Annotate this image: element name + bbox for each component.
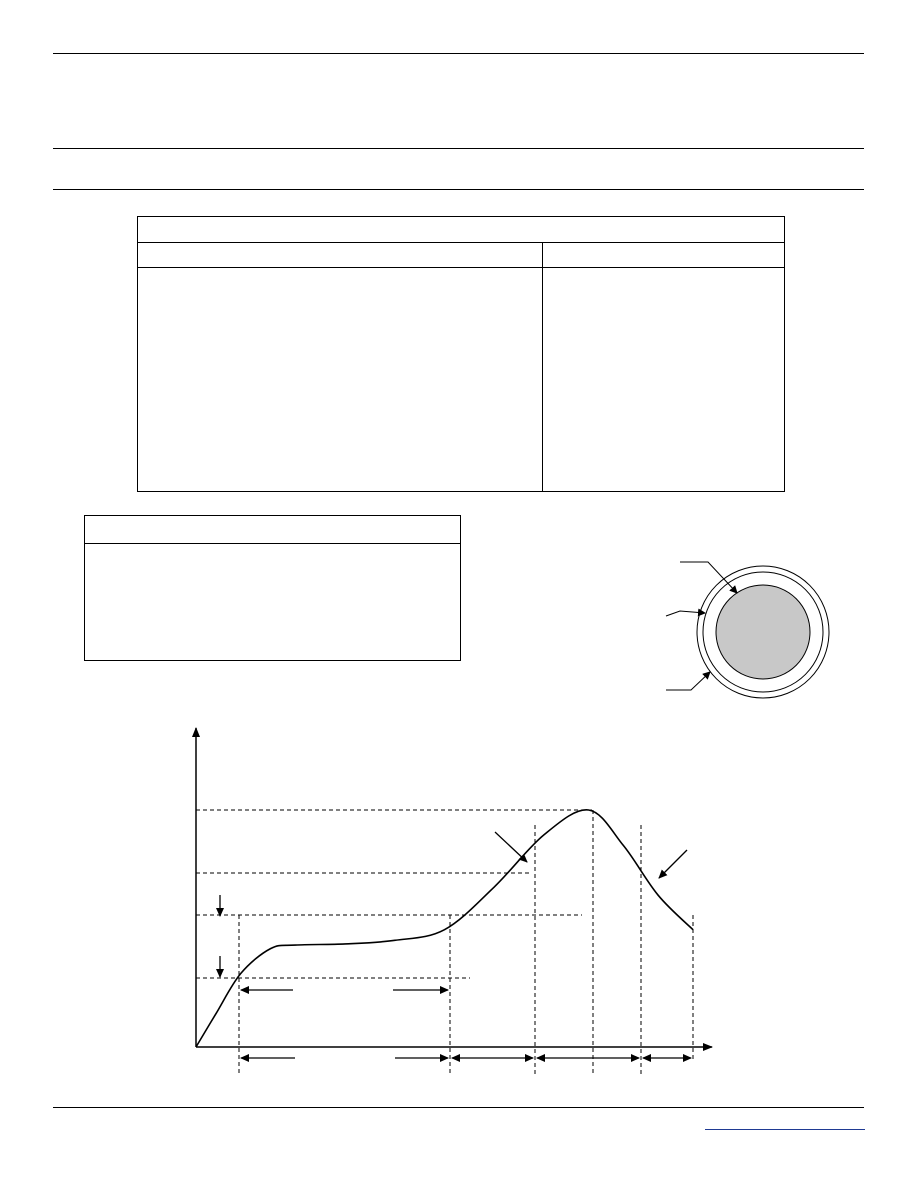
upper-table-column-divider [542, 242, 543, 491]
chart-guides [196, 810, 693, 1075]
lower-table-header-divider [85, 543, 460, 544]
core-circle [716, 585, 810, 679]
core-cross-section-diagram [660, 555, 840, 705]
header-bottom-rule [53, 189, 864, 190]
lower-table [84, 515, 461, 661]
series-line [196, 810, 693, 1047]
curve-pointer-arrow [659, 850, 687, 878]
curve-chart [150, 720, 730, 1080]
header-mid-rule [53, 148, 864, 149]
leader-arrow-icon [666, 672, 710, 690]
upper-table [137, 216, 785, 492]
leader-arrow-icon [680, 562, 737, 593]
footer-rule [53, 1107, 864, 1108]
upper-table-header-divider [138, 267, 784, 268]
upper-table-title-divider [138, 242, 784, 243]
footer-link-underline[interactable] [705, 1129, 865, 1130]
header-top-rule [53, 53, 864, 54]
